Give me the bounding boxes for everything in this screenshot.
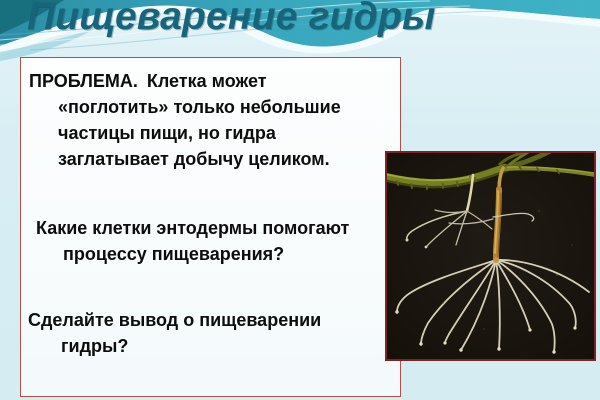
- page-title: Пищеварение гидры: [27, 0, 436, 38]
- problem-statement-line: «поглотить» только небольшие: [58, 97, 341, 117]
- hydra-photo: [385, 151, 596, 361]
- question2-line: гидры?: [61, 336, 129, 356]
- question1-line: процессу пищеварения?: [63, 244, 285, 264]
- problem-text-box: [20, 57, 401, 397]
- question2-line: Сделайте вывод о пищеварении: [28, 310, 322, 330]
- problem-statement-line: [29, 70, 267, 92]
- problem-statement-text: Клетка может: [146, 71, 267, 91]
- problem-label: ПРОБЛЕМА.: [29, 71, 138, 91]
- problem-statement-line: частицы пищи, но гидра: [58, 123, 276, 143]
- problem-statement-line: заглатывает добычу целиком.: [58, 149, 330, 169]
- question1-line: Какие клетки энтодермы помогают: [36, 218, 350, 238]
